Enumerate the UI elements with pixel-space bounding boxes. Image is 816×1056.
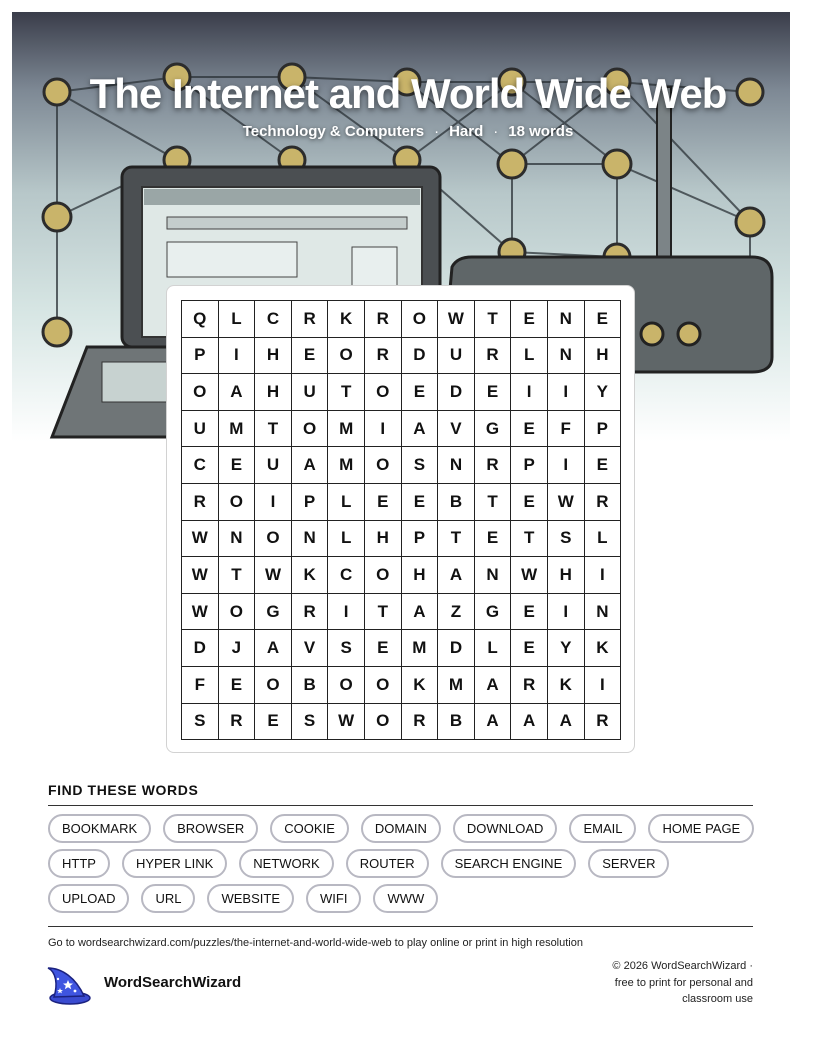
grid-cell[interactable]: K: [291, 557, 328, 594]
grid-row: [182, 593, 621, 630]
grid-cell[interactable]: U: [438, 337, 475, 374]
grid-cell[interactable]: M: [328, 447, 365, 484]
grid-cell[interactable]: M: [218, 410, 255, 447]
grid-cell[interactable]: B: [291, 666, 328, 703]
grid-cell[interactable]: Y: [547, 630, 584, 667]
grid-cell[interactable]: E: [511, 410, 548, 447]
grid-cell[interactable]: G: [255, 593, 292, 630]
grid-cell[interactable]: W: [511, 557, 548, 594]
grid-cell[interactable]: H: [364, 520, 401, 557]
grid-cell[interactable]: H: [547, 557, 584, 594]
grid-cell[interactable]: R: [291, 593, 328, 630]
grid-cell[interactable]: C: [255, 301, 292, 338]
grid-cell[interactable]: N: [291, 520, 328, 557]
grid-cell[interactable]: I: [584, 666, 621, 703]
grid-row: [182, 557, 621, 594]
grid-cell[interactable]: E: [291, 337, 328, 374]
grid-cell[interactable]: R: [291, 301, 328, 338]
grid-cell[interactable]: A: [511, 703, 548, 740]
page-title: The Internet and World Wide Web: [89, 70, 727, 117]
grid-cell[interactable]: G: [474, 593, 511, 630]
letter-grid[interactable]: [181, 300, 621, 740]
grid-cell[interactable]: I: [547, 374, 584, 411]
grid-cell[interactable]: A: [474, 703, 511, 740]
grid-cell[interactable]: A: [218, 374, 255, 411]
word-list: [48, 814, 760, 913]
grid-cell[interactable]: E: [584, 301, 621, 338]
grid-cell[interactable]: W: [547, 483, 584, 520]
grid-cell[interactable]: C: [328, 557, 365, 594]
grid-cell[interactable]: E: [364, 630, 401, 667]
grid-cell[interactable]: O: [328, 337, 365, 374]
grid-cell[interactable]: W: [328, 703, 365, 740]
word-count-label: 18 words: [508, 123, 574, 140]
grid-cell[interactable]: B: [438, 483, 475, 520]
grid-cell[interactable]: S: [328, 630, 365, 667]
grid-row: [182, 374, 621, 411]
word-chip: WWW: [373, 884, 438, 913]
grid-cell[interactable]: D: [401, 337, 438, 374]
word-chip: HOME PAGE: [648, 814, 754, 843]
grid-cell[interactable]: C: [182, 447, 219, 484]
grid-cell[interactable]: O: [218, 483, 255, 520]
grid-cell[interactable]: I: [511, 374, 548, 411]
grid-cell[interactable]: K: [401, 666, 438, 703]
grid-cell[interactable]: M: [328, 410, 365, 447]
word-chip: NETWORK: [239, 849, 333, 878]
grid-cell[interactable]: K: [328, 301, 365, 338]
grid-cell[interactable]: R: [401, 703, 438, 740]
grid-cell[interactable]: K: [584, 630, 621, 667]
grid-cell[interactable]: N: [584, 593, 621, 630]
grid-cell[interactable]: P: [401, 520, 438, 557]
grid-cell[interactable]: V: [291, 630, 328, 667]
category-label: Technology & Computers: [242, 123, 425, 140]
divider: [48, 926, 753, 927]
grid-row: [182, 447, 621, 484]
grid-cell[interactable]: N: [547, 337, 584, 374]
grid-cell[interactable]: E: [474, 374, 511, 411]
grid-cell[interactable]: I: [255, 483, 292, 520]
grid-cell[interactable]: I: [547, 447, 584, 484]
grid-cell[interactable]: D: [438, 374, 475, 411]
grid-cell[interactable]: F: [182, 666, 219, 703]
grid-cell[interactable]: T: [364, 593, 401, 630]
difficulty-label: Hard: [449, 123, 484, 140]
grid-cell[interactable]: P: [182, 337, 219, 374]
grid-row: [182, 301, 621, 338]
grid-cell[interactable]: E: [364, 483, 401, 520]
grid-cell[interactable]: O: [364, 666, 401, 703]
grid-cell[interactable]: U: [255, 447, 292, 484]
wizard-hat-icon: [46, 964, 92, 1006]
word-chip: HTTP: [48, 849, 110, 878]
grid-cell[interactable]: W: [182, 520, 219, 557]
puzzle-link-text[interactable]: Go to wordsearchwizard.com/puzzles/the-internet-and-world-wide-web to play online or print in high resolution: [48, 937, 583, 949]
grid-cell[interactable]: S: [182, 703, 219, 740]
grid-cell[interactable]: T: [474, 483, 511, 520]
grid-cell[interactable]: E: [511, 630, 548, 667]
grid-cell[interactable]: E: [218, 447, 255, 484]
grid-cell[interactable]: N: [547, 301, 584, 338]
grid-cell[interactable]: M: [401, 630, 438, 667]
grid-cell[interactable]: Q: [182, 301, 219, 338]
grid-cell[interactable]: A: [401, 593, 438, 630]
grid-cell[interactable]: E: [401, 483, 438, 520]
grid-cell[interactable]: H: [255, 337, 292, 374]
divider: [48, 805, 753, 806]
grid-row: [182, 630, 621, 667]
grid-cell[interactable]: S: [401, 447, 438, 484]
word-chip: DOWNLOAD: [453, 814, 558, 843]
grid-cell[interactable]: O: [255, 666, 292, 703]
word-chip: SEARCH ENGINE: [441, 849, 577, 878]
grid-cell[interactable]: P: [291, 483, 328, 520]
grid-cell[interactable]: E: [255, 703, 292, 740]
grid-cell[interactable]: K: [547, 666, 584, 703]
grid-cell[interactable]: O: [218, 593, 255, 630]
grid-cell[interactable]: A: [438, 557, 475, 594]
grid-cell[interactable]: W: [255, 557, 292, 594]
grid-cell[interactable]: L: [328, 520, 365, 557]
word-chip: WIFI: [306, 884, 361, 913]
grid-cell[interactable]: O: [182, 374, 219, 411]
grid-cell[interactable]: A: [401, 410, 438, 447]
grid-row: [182, 410, 621, 447]
words-heading: FIND THESE WORDS: [48, 782, 199, 798]
grid-cell[interactable]: T: [511, 520, 548, 557]
grid-cell[interactable]: O: [328, 666, 365, 703]
grid-cell[interactable]: H: [255, 374, 292, 411]
grid-cell[interactable]: J: [218, 630, 255, 667]
word-chip: UPLOAD: [48, 884, 129, 913]
grid-cell[interactable]: P: [511, 447, 548, 484]
grid-cell[interactable]: P: [584, 410, 621, 447]
grid-cell[interactable]: A: [291, 447, 328, 484]
grid-cell[interactable]: D: [182, 630, 219, 667]
grid-row: [182, 703, 621, 740]
grid-cell[interactable]: R: [364, 337, 401, 374]
grid-cell[interactable]: E: [511, 593, 548, 630]
grid-cell[interactable]: E: [401, 374, 438, 411]
grid-row: [182, 666, 621, 703]
grid-cell[interactable]: R: [474, 447, 511, 484]
grid-cell[interactable]: E: [474, 520, 511, 557]
word-chip: WEBSITE: [207, 884, 294, 913]
word-chip: EMAIL: [569, 814, 636, 843]
word-chip: DOMAIN: [361, 814, 441, 843]
grid-cell[interactable]: O: [401, 301, 438, 338]
grid-cell[interactable]: F: [547, 410, 584, 447]
puzzle-grid-card: [166, 285, 635, 753]
grid-cell[interactable]: E: [511, 483, 548, 520]
grid-cell[interactable]: N: [438, 447, 475, 484]
grid-cell[interactable]: A: [255, 630, 292, 667]
grid-cell[interactable]: N: [218, 520, 255, 557]
word-chip: ROUTER: [346, 849, 429, 878]
grid-cell[interactable]: W: [182, 557, 219, 594]
grid-cell[interactable]: M: [438, 666, 475, 703]
grid-cell[interactable]: H: [584, 337, 621, 374]
grid-cell[interactable]: R: [584, 483, 621, 520]
word-chip: SERVER: [588, 849, 669, 878]
grid-cell[interactable]: T: [218, 557, 255, 594]
grid-cell[interactable]: E: [218, 666, 255, 703]
puzzle-meta: Technology & Computers · Hard · 18 words: [242, 123, 574, 140]
grid-cell[interactable]: V: [438, 410, 475, 447]
grid-cell[interactable]: O: [255, 520, 292, 557]
grid-cell[interactable]: W: [182, 593, 219, 630]
grid-cell[interactable]: D: [438, 630, 475, 667]
grid-cell[interactable]: B: [438, 703, 475, 740]
word-chip: BROWSER: [163, 814, 258, 843]
brand-name: WordSearchWizard: [104, 974, 242, 991]
grid-cell[interactable]: L: [218, 301, 255, 338]
grid-cell[interactable]: H: [401, 557, 438, 594]
grid-cell[interactable]: Y: [584, 374, 621, 411]
grid-cell[interactable]: I: [218, 337, 255, 374]
grid-cell[interactable]: A: [547, 703, 584, 740]
grid-cell[interactable]: I: [364, 410, 401, 447]
grid-cell[interactable]: U: [182, 410, 219, 447]
grid-cell[interactable]: R: [364, 301, 401, 338]
copyright-notice: © 2026 WordSearchWizard · free to print for personal and classroom use: [612, 960, 753, 1005]
word-chip: COOKIE: [270, 814, 349, 843]
grid-cell[interactable]: U: [291, 374, 328, 411]
grid-cell[interactable]: E: [584, 447, 621, 484]
grid-row: [182, 337, 621, 374]
word-chip: URL: [141, 884, 195, 913]
word-chip: BOOKMARK: [48, 814, 151, 843]
grid-cell[interactable]: T: [474, 301, 511, 338]
grid-cell[interactable]: S: [291, 703, 328, 740]
grid-row: [182, 483, 621, 520]
grid-cell[interactable]: L: [584, 520, 621, 557]
grid-cell[interactable]: A: [474, 666, 511, 703]
word-chip: HYPER LINK: [122, 849, 227, 878]
grid-cell[interactable]: L: [511, 337, 548, 374]
grid-row: [182, 520, 621, 557]
grid-cell[interactable]: O: [364, 703, 401, 740]
grid-cell[interactable]: E: [511, 301, 548, 338]
grid-cell[interactable]: O: [364, 557, 401, 594]
grid-cell[interactable]: L: [328, 483, 365, 520]
grid-cell[interactable]: G: [474, 410, 511, 447]
grid-cell[interactable]: S: [547, 520, 584, 557]
grid-cell[interactable]: I: [547, 593, 584, 630]
grid-cell[interactable]: T: [255, 410, 292, 447]
grid-cell[interactable]: Z: [438, 593, 475, 630]
grid-cell[interactable]: T: [438, 520, 475, 557]
grid-cell[interactable]: R: [182, 483, 219, 520]
grid-cell[interactable]: R: [511, 666, 548, 703]
grid-cell[interactable]: N: [474, 557, 511, 594]
grid-cell[interactable]: R: [218, 703, 255, 740]
grid-cell[interactable]: L: [474, 630, 511, 667]
grid-cell[interactable]: O: [291, 410, 328, 447]
grid-cell[interactable]: R: [474, 337, 511, 374]
grid-cell[interactable]: I: [328, 593, 365, 630]
grid-cell[interactable]: R: [584, 703, 621, 740]
grid-cell[interactable]: O: [364, 447, 401, 484]
grid-cell[interactable]: W: [438, 301, 475, 338]
grid-cell[interactable]: I: [584, 557, 621, 594]
grid-cell[interactable]: O: [364, 374, 401, 411]
grid-cell[interactable]: T: [328, 374, 365, 411]
